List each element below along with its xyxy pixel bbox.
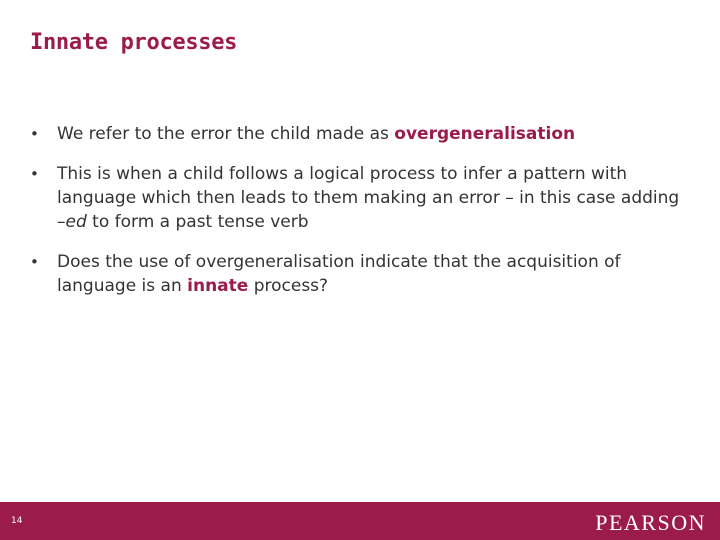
page-number: 14: [11, 516, 23, 526]
bullet-dot-icon: •: [30, 125, 39, 143]
bullet-item: [30, 122, 690, 146]
bullet-item: [30, 162, 690, 234]
bullet-text: [57, 164, 679, 232]
bullet-text-segment: to form a past tense verb: [86, 212, 309, 232]
slide-title: Innate processes: [30, 30, 238, 55]
italic-term: –ed: [57, 212, 87, 232]
footer-bar: [0, 502, 720, 540]
highlight-term: overgeneralisation: [394, 124, 576, 144]
pearson-logo: PEARSON: [595, 510, 706, 535]
bullet-text: [57, 252, 621, 296]
bullet-text-segment: Does the use of overgeneralisation indicate that the acquisition of language is an: [57, 252, 621, 296]
bullet-item: [30, 250, 690, 298]
bullet-dot-icon: •: [30, 253, 39, 271]
bullet-text-segment: This is when a child follows a logical process to infer a pattern with language which then leads to them making an error – in this case adding: [57, 164, 680, 208]
bullet-list: [30, 122, 690, 314]
bullet-text-segment: process?: [248, 276, 329, 296]
bullet-text: [57, 124, 575, 144]
bullet-dot-icon: •: [30, 165, 39, 183]
bullet-text-segment: We refer to the error the child made as: [57, 124, 395, 144]
highlight-term: innate: [187, 276, 249, 296]
